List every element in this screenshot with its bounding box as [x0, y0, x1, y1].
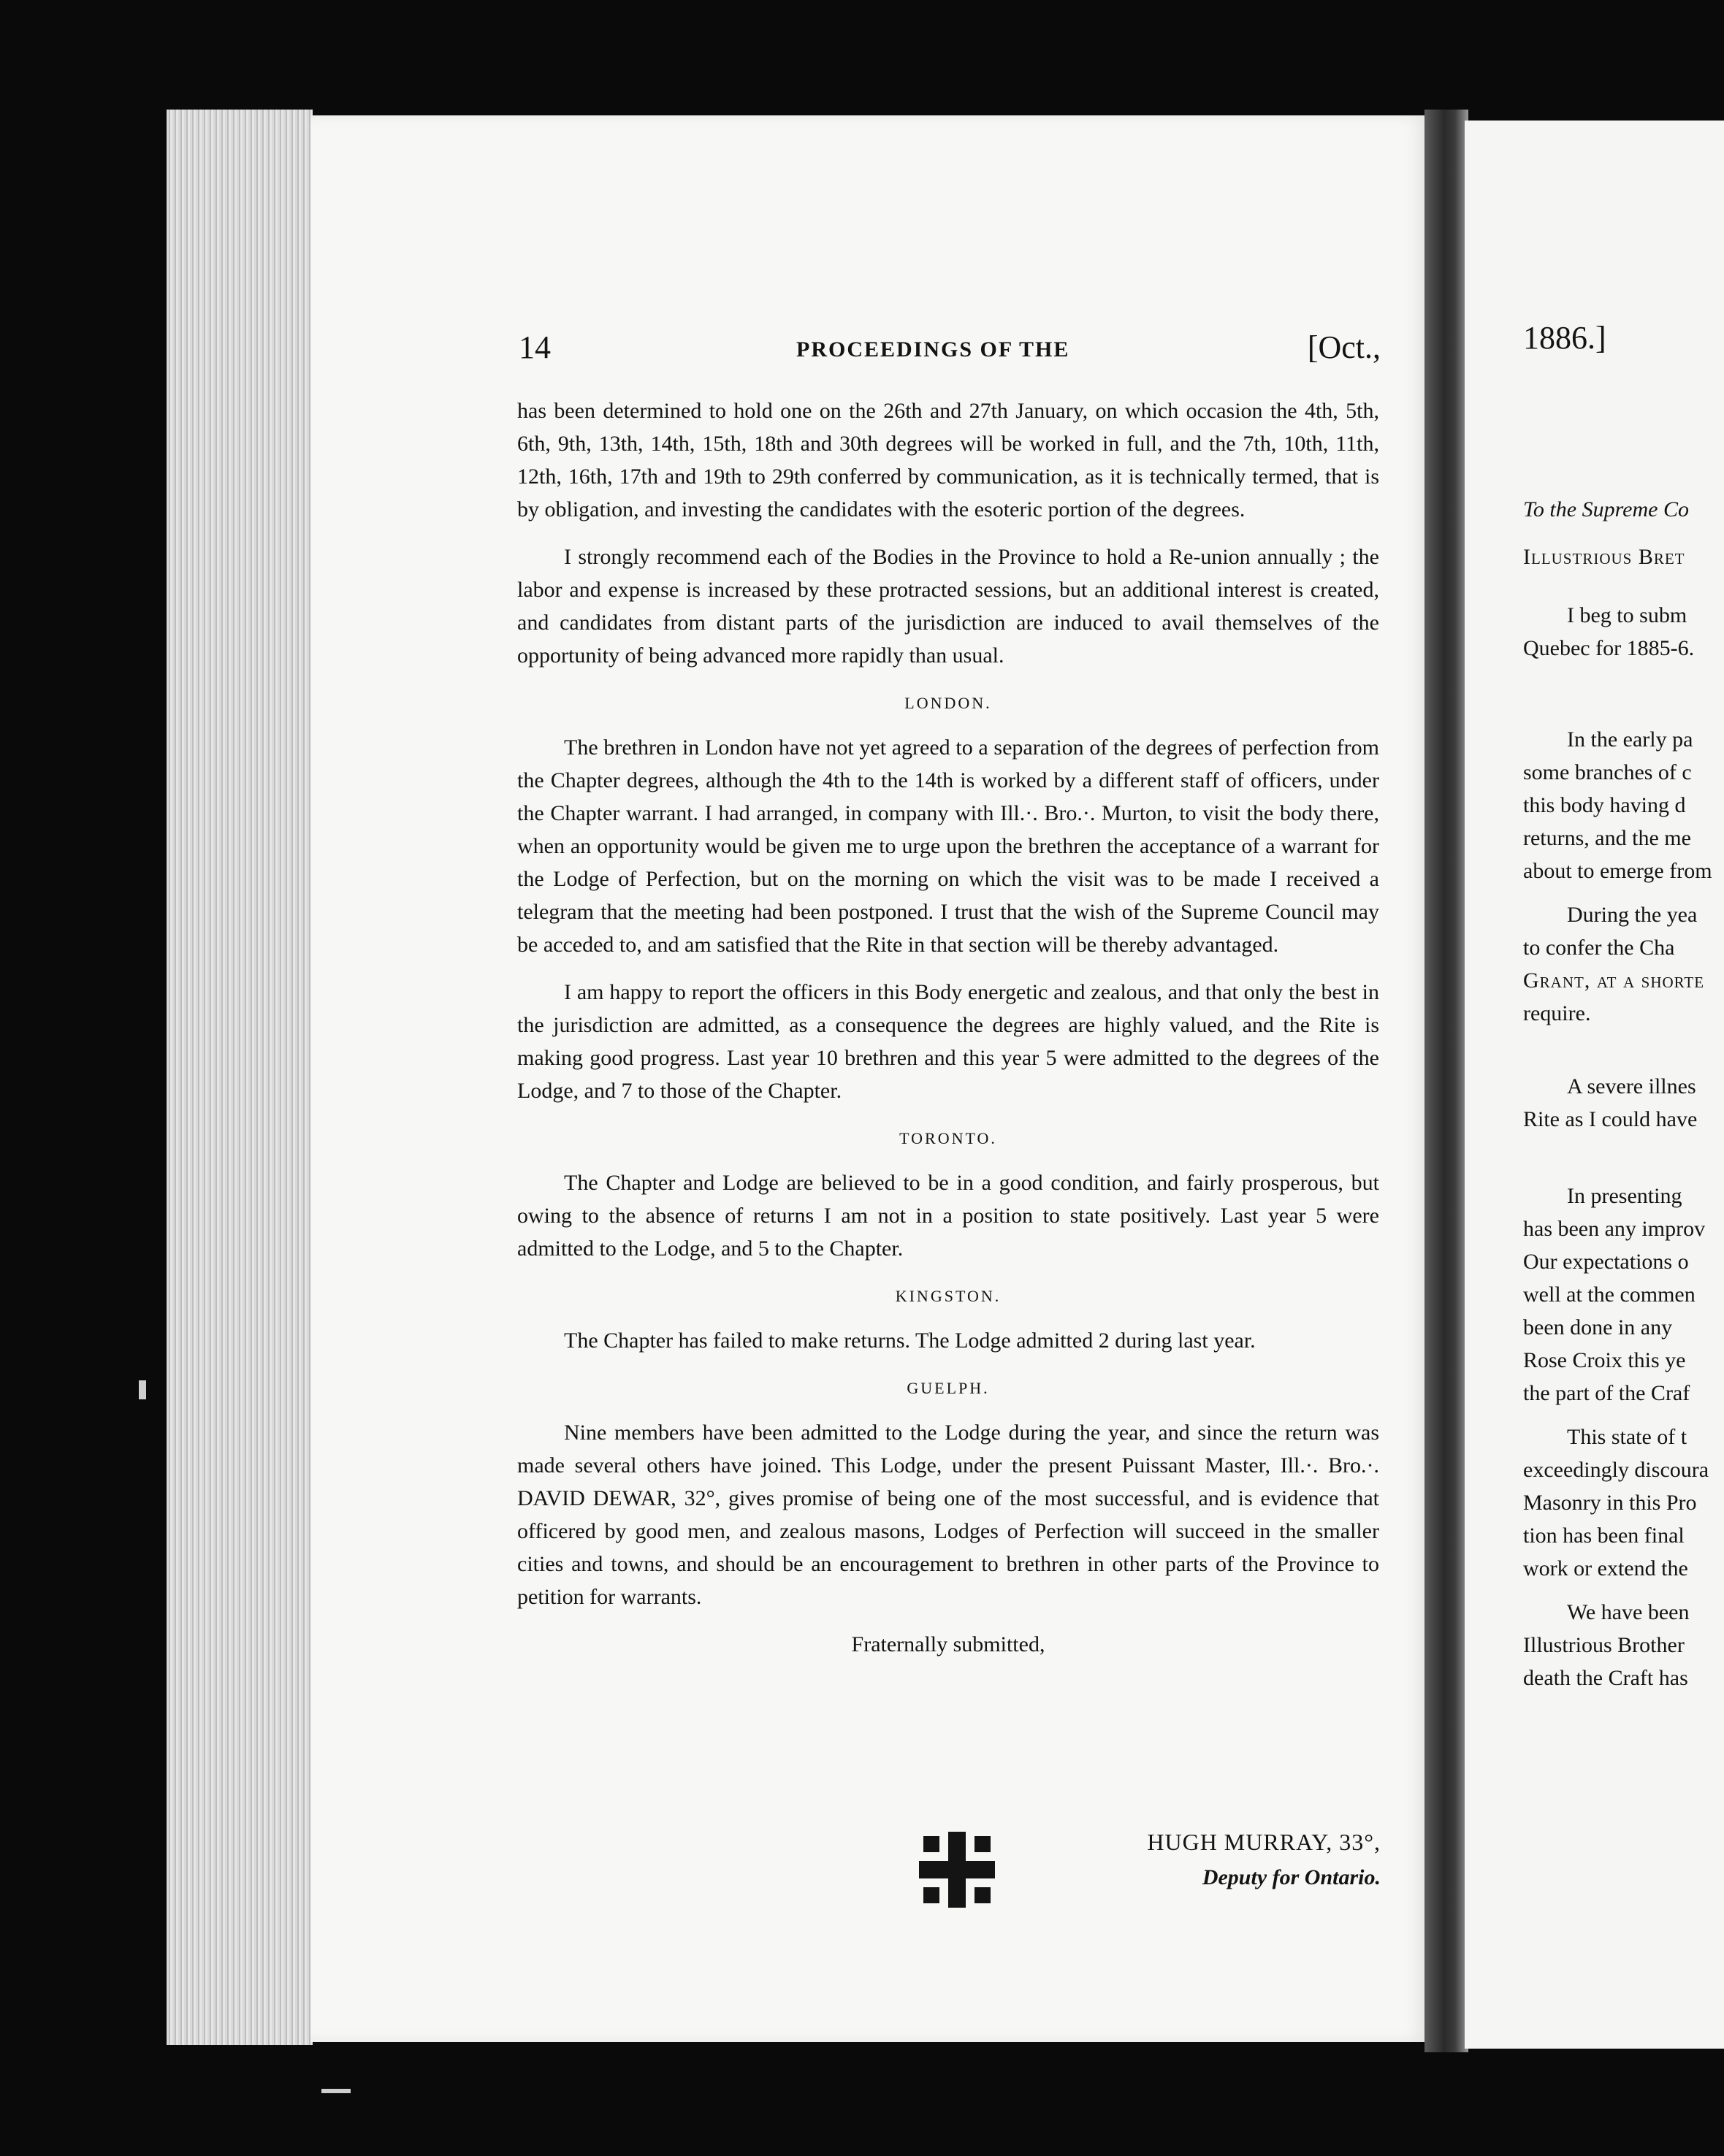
right-page-line: To the Supreme Co — [1523, 497, 1689, 521]
signoff: Fraternally submitted, — [851, 1632, 1045, 1656]
signatory-title: Deputy for Ontario. — [1202, 1865, 1381, 1889]
section-heading-london: LONDON. — [904, 694, 992, 712]
right-page-line: to confer the Cha — [1523, 936, 1675, 960]
right-page-line: well at the commen — [1523, 1282, 1696, 1307]
right-page-line: Rite as I could have — [1523, 1107, 1698, 1131]
body-text — [517, 394, 1379, 1675]
right-page-date: 1886.] — [1523, 320, 1606, 356]
running-title: PROCEEDINGS OF THE — [796, 337, 1070, 362]
page-edge-stack — [167, 110, 313, 2045]
book-gutter — [1424, 110, 1468, 2052]
page-number: 14 — [519, 329, 551, 365]
scan-debris — [139, 1380, 146, 1399]
right-page-line: Masonry in this Pro — [1523, 1491, 1697, 1515]
scan-debris — [321, 2089, 351, 2093]
section-heading-kingston: KINGSTON. — [895, 1287, 1002, 1305]
right-page-line: the part of the Craf — [1523, 1381, 1690, 1405]
paragraph: The Chapter has failed to make returns. The Lodge admitted 2 during last year. — [564, 1329, 1256, 1353]
right-page-line: Quebec for 1885-6. — [1523, 636, 1695, 660]
right-page-line: This state of t — [1567, 1425, 1687, 1449]
right-page-line: about to emerge from — [1523, 859, 1712, 883]
right-page-line: this body having d — [1523, 793, 1686, 817]
right-page-line: Our expectations o — [1523, 1250, 1689, 1274]
paragraph: has been determined to hold one on the 26th and 27th January, on which occasion the 4th, 5th, 6th, 9th, 13th, 14th, 15th, 18th and 30th degrees will be worked in full, and the 7th, 10th, 11th, 12th, 16th, 17th and 19th to 29th conferred by communication, as it is technically termed, that is by obligation, and investing the candidates with the esoteric portion of the degrees. — [517, 399, 1379, 521]
right-page-line: been done in any — [1523, 1315, 1673, 1339]
right-page-line: has been any improv — [1523, 1217, 1706, 1241]
right-page-line: A severe illnes — [1567, 1074, 1696, 1098]
section-heading-guelph: GUELPH. — [907, 1379, 990, 1397]
right-page-line: some branches of c — [1523, 760, 1692, 784]
paragraph: I strongly recommend each of the Bodies in the Province to hold a Re-union annually ; the labor and expense is increased by these protracted sessions, but an additional interest is created, and candidates from distant parts of the jurisdiction are induced to avail themselves of the opportunity of being advanced more rapidly than usual. — [517, 545, 1379, 668]
right-page-line: In the early pa — [1567, 727, 1693, 752]
paragraph: The Chapter and Lodge are believed to be in a good condition, and fairly prosperous, but owing to the absence of returns I am not in a position to state positively. Last year 5 were admitted to the Lodge, and 5 to the Chapter. — [517, 1171, 1379, 1261]
right-page-line: returns, and the me — [1523, 826, 1691, 850]
right-page-line: During the yea — [1567, 903, 1698, 927]
masonic-cross-mark-icon — [913, 1826, 1001, 1914]
right-page-line: Illustrious Bret — [1523, 545, 1685, 569]
right-page-line: exceedingly discoura — [1523, 1458, 1709, 1482]
right-page-line: require. — [1523, 1001, 1591, 1025]
right-page-line: We have been — [1567, 1600, 1690, 1624]
right-page-line: In presenting — [1567, 1184, 1682, 1208]
paragraph: The brethren in London have not yet agreed to a separation of the degrees of perfection from the Chapter degrees, although the 4th to the 14th is worked by a different staff of officers, under the Chapter warrant. I had arranged, in company with Ill.·. Bro.·. Murton, to visit the body there, when an opportunity would be given me to urge upon the brethren the acceptance of a warrant for the Lodge of Perfection, but on the morning on which the visit was to be made I received a telegram that the meeting had been postponed. I trust that the wish of the Supreme Council may be acceded to, and am satisfied that the Rite in that section will be thereby advantaged. — [517, 735, 1379, 957]
right-page-line: Rose Croix this ye — [1523, 1348, 1686, 1372]
running-date: [Oct., — [1307, 329, 1381, 365]
right-page-line: I beg to subm — [1567, 603, 1687, 627]
right-page-line: death the Craft has — [1523, 1666, 1688, 1690]
running-head — [519, 329, 1381, 372]
right-page-line: Illustrious Brother — [1523, 1633, 1685, 1657]
paragraph: Nine members have been admitted to the Lodge during the year, and since the return was made several others have joined. This Lodge, under the present Puissant Master, Ill.·. Bro.·. DAVID DEWAR, 32°, gives promise of being one of the most successful, and is evidence that officered by good men, and zealous masons, Lodges of Perfection will succeed in the smaller cities and towns, and should be an encouragement to brethren in other parts of the Province to petition for warrants. — [517, 1421, 1379, 1609]
right-page-line: Grant, at a shorte — [1523, 968, 1705, 993]
signatory-name: HUGH MURRAY, 33°, — [1147, 1829, 1381, 1855]
section-heading-toronto: TORONTO. — [899, 1129, 997, 1147]
right-page-line: tion has been final — [1523, 1524, 1685, 1548]
right-page-line: work or extend the — [1523, 1556, 1688, 1580]
signature-block — [913, 1826, 1381, 1921]
paragraph: I am happy to report the officers in this Body energetic and zealous, and that only the best in the jurisdiction are admitted, as a consequence the degrees are highly valued, and the Rite is making good progress. Last year 10 brethren and this year 5 were admitted to the degrees of the Lodge, and 7 to those of the Chapter. — [517, 980, 1379, 1103]
